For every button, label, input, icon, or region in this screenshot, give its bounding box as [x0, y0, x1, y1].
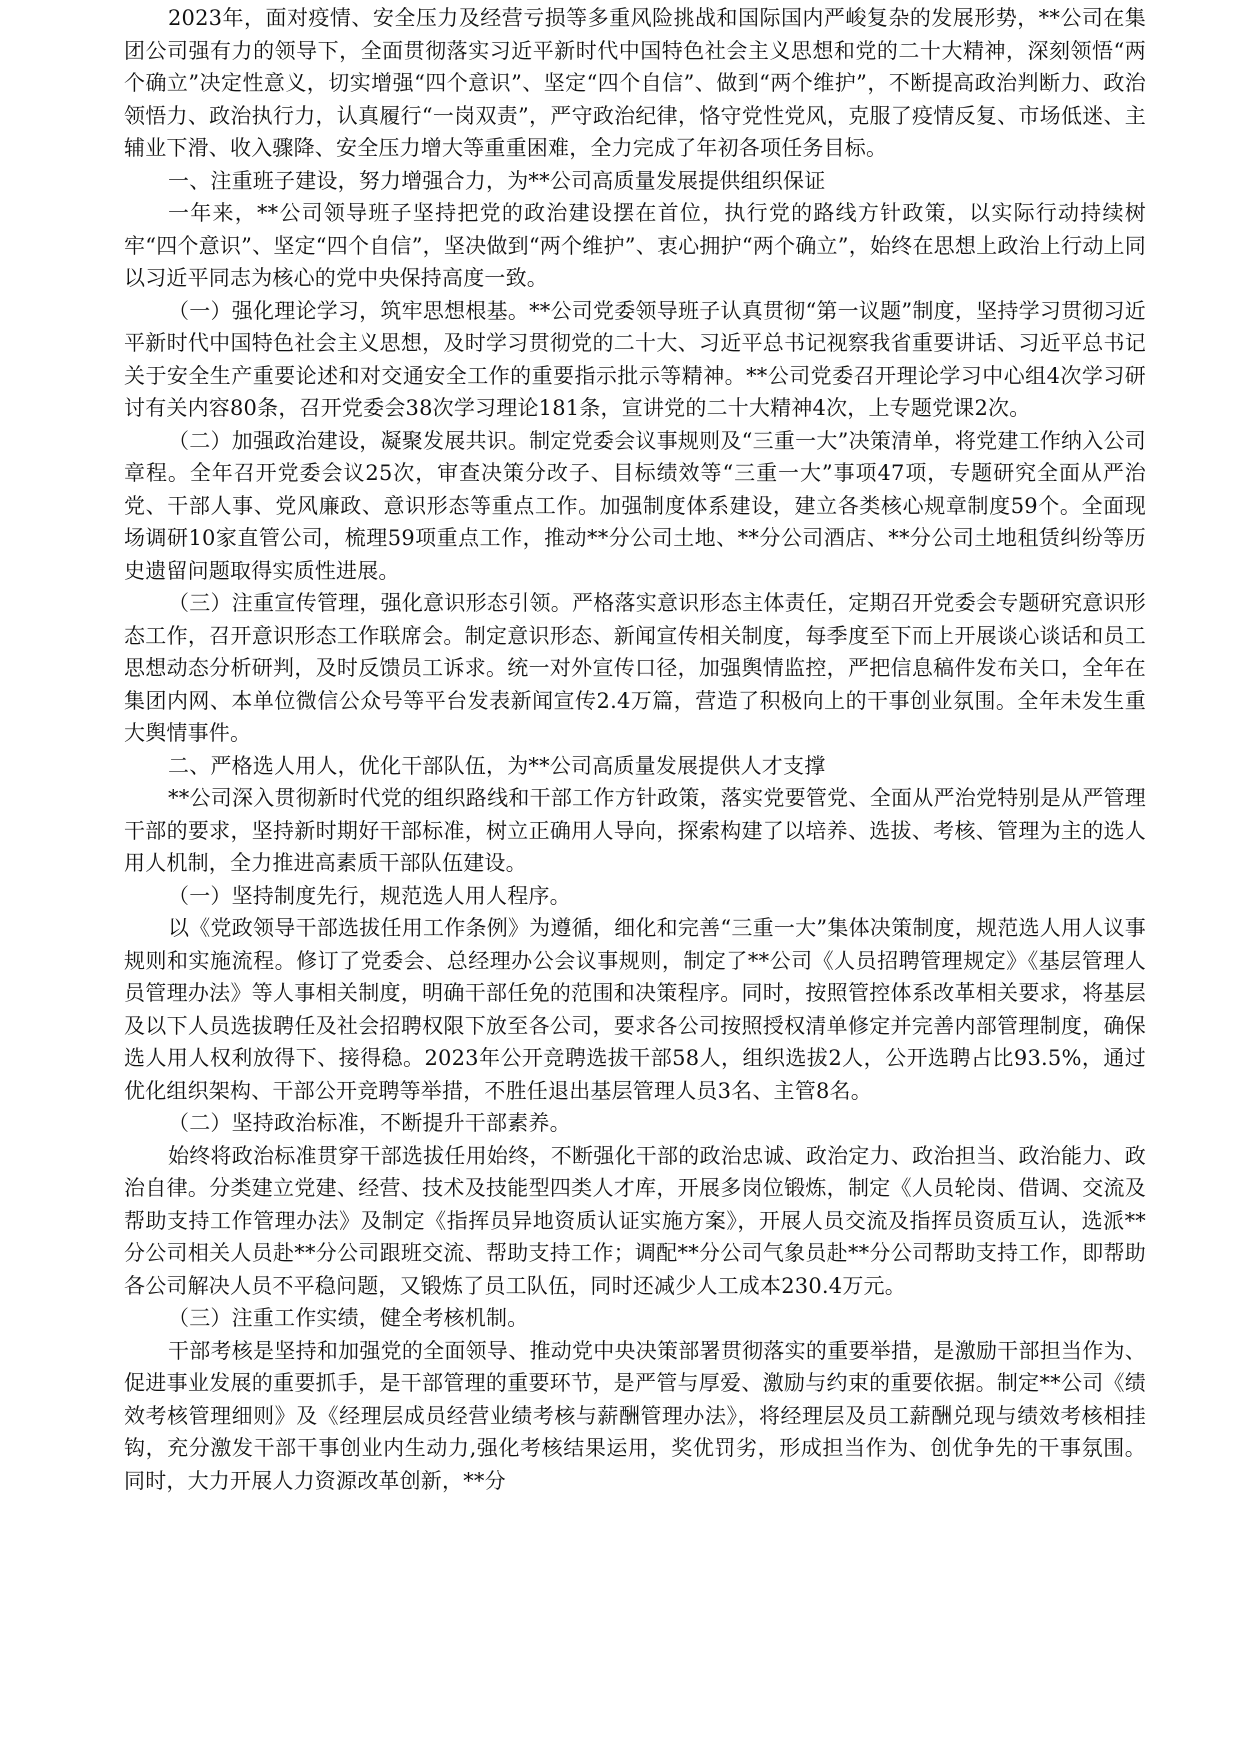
subsection-2-1-paragraph: 以《党政领导干部选拔任用工作条例》为遵循，细化和完善“三重一大”集体决策制度，规范选人用人议事规则和实施流程。修订了党委会、总经理办公会议事规则，制定了**公司《人员招聘管理规定》《基层管理人员管理办法》等人事相关制度，明确干部任免的范围和决策程序。同时，按照管控体系改革相关要求，将基层及以下人员选拔聘任及社会招聘权限下放至各公司，要求各公司按照授权清单修定并完善内部管理制度，确保选人用人权利放得下、接得稳。2023年公开竞聘选拔干部58人，组织选拔2人，公开选聘占比93.5%，通过优化组织架构、干部公开竞聘等举措，不胜任退出基层管理人员3名、主管8名。	[124, 916, 1146, 1103]
subsection-heading-2-1: （一）坚持制度先行，规范选人用人程序。	[168, 883, 571, 908]
section-heading-1: 一、注重班子建设，努力增强合力，为**公司高质量发展提供组织保证	[168, 168, 826, 193]
subsection-2-2-paragraph: 始终将政治标准贯穿干部选拔任用始终，不断强化干部的政治忠诚、政治定力、政治担当、政治能力、政治自律。分类建立党建、经营、技术及技能型四类人才库，开展多岗位锻炼，制定《人员轮岗、借调、交流及帮助支持工作管理办法》及制定《指挥员异地资质认证实施方案》，开展人员交流及指挥员资质互认，选派**分公司相关人员赴**分公司跟班交流、帮助支持工作；调配**分公司气象员赴**分公司帮助支持工作，即帮助各公司解决人员不平稳问题，又锻炼了员工队伍，同时还减少人工成本230.4万元。	[124, 1143, 1146, 1298]
section-1-item-3-paragraph: （三）注重宣传管理，强化意识形态引领。严格落实意识形态主体责任，定期召开党委会专题研究意识形态工作，召开意识形态工作联席会。制定意识形态、新闻宣传相关制度，每季度至下而上开展谈心谈话和员工思想动态分析研判，及时反馈员工诉求。统一对外宣传口径，加强舆情监控，严把信息稿件发布关口，全年在集团内网、本单位微信公众号等平台发表新闻宣传2.4万篇，营造了积极向上的干事创业氛围。全年未发生重大舆情事件。	[124, 591, 1146, 745]
subsection-2-3-paragraph: 干部考核是坚持和加强党的全面领导、推动党中央决策部署贯彻落实的重要举措，是激励干部担当作为、促进事业发展的重要抓手，是干部管理的重要环节，是严管与厚爱、激励与约束的重要依据。制定**公司《绩效考核管理细则》及《经理层成员经营业绩考核与薪酬管理办法》，将经理层及员工薪酬兑现与绩效考核相挂钩，充分激发干部干事创业内生动力,强化考核结果运用，奖优罚劣，形成担当作为、创优争先的干事氛围。同时，大力开展人力资源改革创新，**分	[124, 1338, 1146, 1493]
section-1-intro-paragraph: 一年来，**公司领导班子坚持把党的政治建设摆在首位，执行党的路线方针政策，以实际行动持续树牢“四个意识”、坚定“四个自信”，坚决做到“两个维护”、衷心拥护“两个确立”，始终在思想上政治上行动上同以习近平同志为核心的党中央保持高度一致。	[124, 201, 1146, 290]
section-heading-2: 二、严格选人用人，优化干部队伍，为**公司高质量发展提供人才支撑	[168, 753, 826, 778]
section-1-item-1-paragraph: （一）强化理论学习，筑牢思想根基。**公司党委领导班子认真贯彻“第一议题”制度，坚持学习贯彻习近平新时代中国特色社会主义思想，及时学习贯彻党的二十大、习近平总书记视察我省重要讲话、习近平总书记关于安全生产重要论述和对交通安全工作的重要指示批示等精神。**公司党委召开理论学习中心组4次学习研讨有关内容80条，召开党委会38次学习理论181条，宣讲党的二十大精神4次，上专题党课2次。	[124, 298, 1146, 420]
subsection-heading-2-3: （三）注重工作实绩，健全考核机制。	[168, 1306, 529, 1330]
section-1-item-2-paragraph: （二）加强政治建设，凝聚发展共识。制定党委会议事规则及“三重一大”决策清单，将党建工作纳入公司章程。全年召开党委会议25次，审查决策分改子、目标绩效等“三重一大”事项47项，专题研究全面从严治党、干部人事、党风廉政、意识形态等重点工作。加强制度体系建设，建立各类核心规章制度59个。全面现场调研10家直管公司，梳理59项重点工作，推动**分公司土地、**分公司酒店、**分公司土地租赁纠纷等历史遗留问题取得实质性进展。	[124, 428, 1146, 583]
subsection-heading-2-2: （二）坚持政治标准，不断提升干部素养。	[168, 1111, 571, 1135]
section-2-intro-paragraph: **公司深入贯彻新时代党的组织路线和干部工作方针政策，落实党要管党、全面从严治党特别是从严管理干部的要求，坚持新时期好干部标准，树立正确用人导向，探索构建了以培养、选拔、考核、管理为主的选人用人机制，全力推进高素质干部队伍建设。	[124, 786, 1146, 875]
intro-paragraph: 2023年，面对疫情、安全压力及经营亏损等多重风险挑战和国际国内严峻复杂的发展形势，**公司在集团公司强有力的领导下，全面贯彻落实习近平新时代中国特色社会主义思想和党的二十大精神，深刻领悟“两个确立”决定性意义，切实增强“四个意识”、坚定“四个自信”、做到“两个维护”，不断提高政治判断力、政治领悟力、政治执行力，认真履行“一岗双责”，严守政治纪律，恪守党性党风，克服了疫情反复、市场低迷、主辅业下滑、收入骤降、安全压力增大等重重困难，全力完成了年初各项任务目标。	[124, 6, 1146, 160]
